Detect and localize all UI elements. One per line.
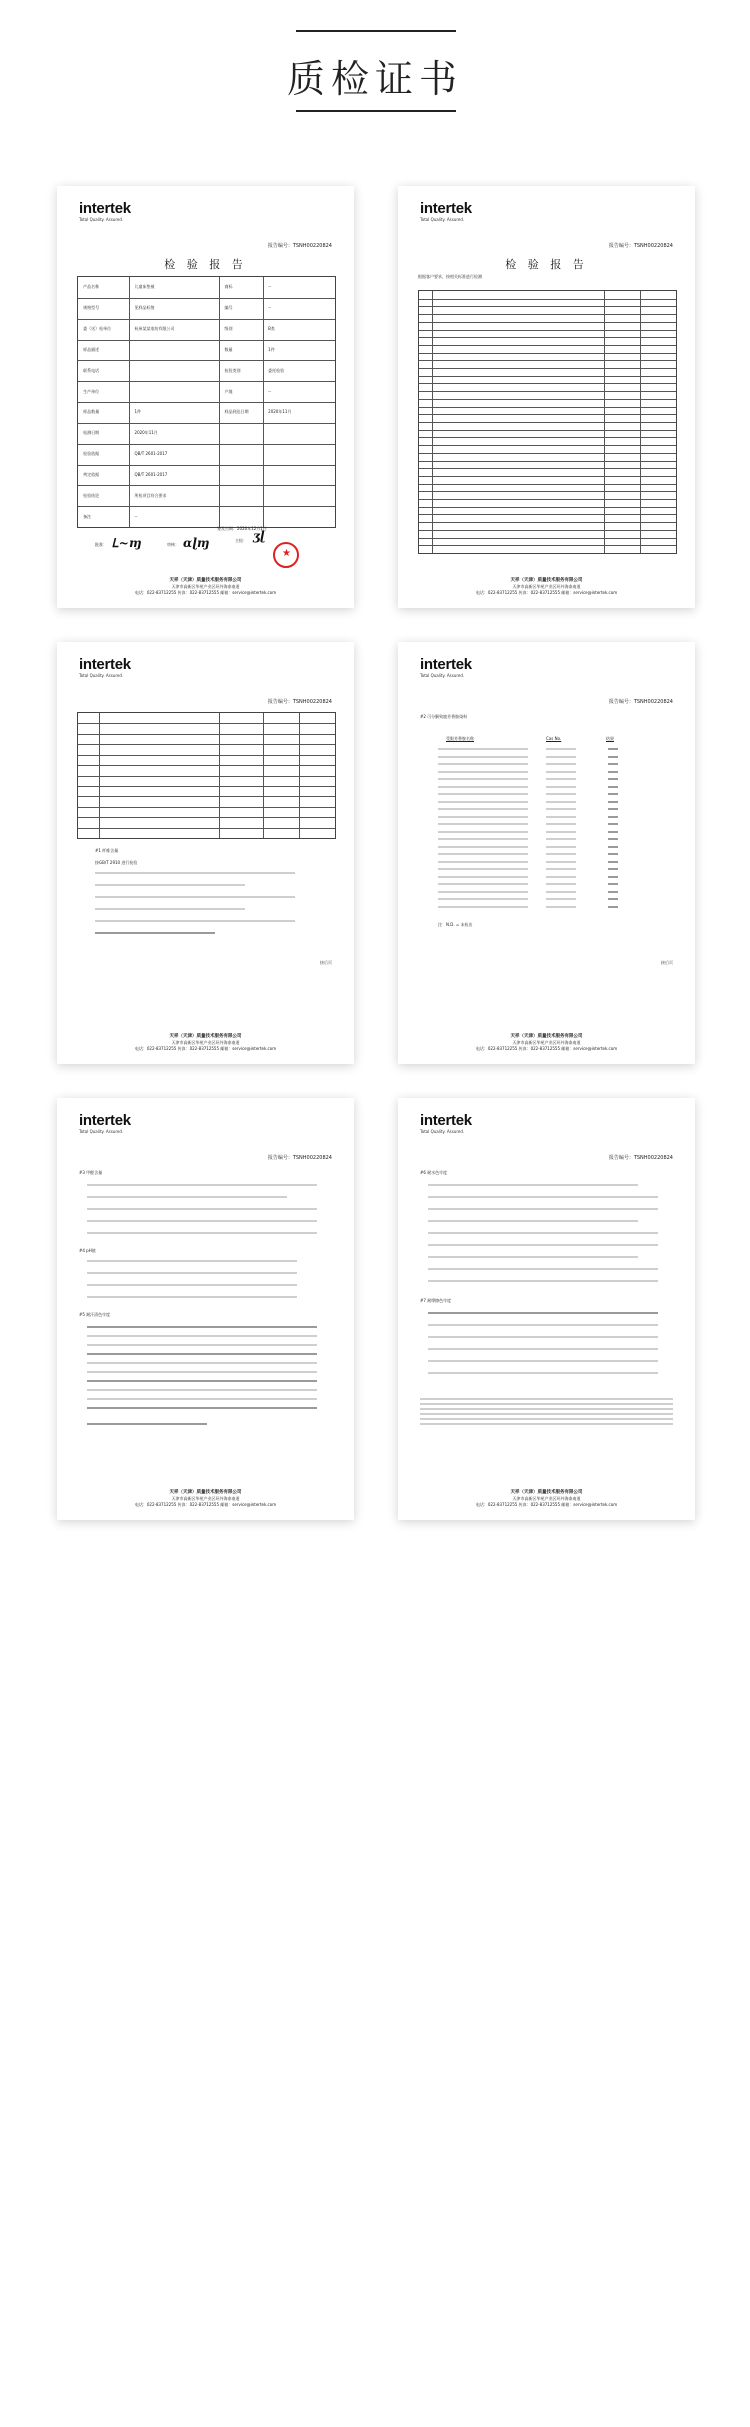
table-rule xyxy=(419,337,676,338)
report-info-table xyxy=(77,276,336,528)
table-rule xyxy=(419,453,676,454)
table-rule xyxy=(419,430,676,431)
text-line xyxy=(438,786,528,788)
text-line xyxy=(546,898,576,900)
report-footer: 天祥（天津）质量技术服务有限公司 天津市高新区华苑产业区环外海泰南道 电话：022-83712255 传真：022-83712555 邮箱：service@intertek.com xyxy=(475,578,618,595)
text-line xyxy=(428,1184,638,1186)
text-line xyxy=(608,898,618,900)
continued-label: 接后页 xyxy=(320,960,332,965)
field-cell: B类 xyxy=(268,326,275,332)
signature-approver: Ꮮ~ɱ xyxy=(112,536,142,550)
text-line xyxy=(608,823,618,825)
table-rule xyxy=(419,522,676,523)
table-rule xyxy=(78,828,335,829)
text-line xyxy=(546,861,576,863)
field-cell: QB/T 2601-2017 xyxy=(134,471,168,477)
text-line xyxy=(420,1403,673,1405)
text-line xyxy=(438,771,528,773)
text-line xyxy=(87,1335,317,1337)
certificate-page-6 xyxy=(398,1098,695,1520)
table-column-rule xyxy=(263,277,264,527)
table-rule xyxy=(419,376,676,377)
text-line xyxy=(438,853,528,855)
field-cell: 生产单位 xyxy=(83,388,100,394)
table-rule xyxy=(419,383,676,384)
text-line xyxy=(87,1407,317,1409)
table-rule xyxy=(419,299,676,300)
field-cell: 检测日期 xyxy=(83,430,100,436)
field-cell: 检验结论 xyxy=(83,492,100,498)
table-rule xyxy=(78,444,335,445)
field-cell: 级别 xyxy=(224,326,233,332)
intertek-logo: intertek xyxy=(420,1112,472,1129)
text-line xyxy=(438,898,528,900)
table-rule xyxy=(419,360,676,361)
intertek-logo: intertek xyxy=(79,656,131,673)
table-column-rule xyxy=(219,277,220,527)
section-heading-ph: #4 pH值 xyxy=(79,1248,96,1253)
text-line xyxy=(608,883,618,885)
report-number: 报告编号：TSNH00220824 xyxy=(267,1155,332,1161)
report-number: 报告编号：TSNH00220824 xyxy=(608,1155,673,1161)
text-line xyxy=(438,778,528,780)
field-cell: QB/T 2601-2017 xyxy=(134,451,168,457)
table-column-rule xyxy=(129,277,130,527)
text-line xyxy=(438,876,528,878)
text-line xyxy=(546,801,576,803)
text-line xyxy=(608,846,618,848)
text-line xyxy=(87,1260,297,1262)
table-rule xyxy=(419,484,676,485)
field-cell: 1件 xyxy=(134,409,142,415)
text-line xyxy=(87,1296,297,1298)
text-line xyxy=(420,1398,673,1400)
text-line xyxy=(608,801,618,803)
field-cell: 数量 xyxy=(224,346,233,352)
official-seal: ★ xyxy=(273,542,299,568)
table-rule xyxy=(419,461,676,462)
text-line xyxy=(95,896,295,898)
table-column-rule xyxy=(640,291,641,553)
table-rule xyxy=(78,817,335,818)
text-line xyxy=(438,861,528,863)
text-line xyxy=(87,1380,317,1382)
column-header-result: 结果 xyxy=(606,736,614,741)
field-cell: -- xyxy=(268,284,272,290)
text-line xyxy=(420,1418,673,1420)
text-line xyxy=(87,1184,317,1186)
table-rule xyxy=(419,530,676,531)
field-cell: 判定依据 xyxy=(83,471,100,477)
text-line xyxy=(95,884,245,886)
text-line xyxy=(546,906,576,908)
section-heading-formaldehyde: #3 甲醛含量 xyxy=(79,1170,103,1175)
table-rule xyxy=(419,491,676,492)
field-cell: 样品到达日期 xyxy=(224,409,249,415)
certificate-page-5 xyxy=(57,1098,354,1520)
text-line xyxy=(87,1326,317,1328)
text-line xyxy=(546,756,576,758)
test-results-table xyxy=(77,712,336,839)
table-rule xyxy=(419,330,676,331)
table-rule xyxy=(419,422,676,423)
text-line xyxy=(87,1398,317,1400)
table-column-rule xyxy=(219,713,220,838)
text-line xyxy=(608,838,618,840)
table-rule xyxy=(78,755,335,756)
text-line xyxy=(438,763,528,765)
report-footer: 天祥（天津）质量技术服务有限公司 天津市高新区华苑产业区环外海泰南道 电话：022-83712255 传真：022-83712555 邮箱：service@intertek.com xyxy=(475,1490,618,1507)
table-rule xyxy=(419,345,676,346)
table-rule xyxy=(78,734,335,735)
field-cell: 见样品标签 xyxy=(134,305,155,311)
table-rule xyxy=(78,298,335,299)
text-line xyxy=(608,816,618,818)
report-number: 报告编号：TSNH00220824 xyxy=(267,243,332,249)
title-bottom-rule xyxy=(296,110,456,112)
text-line xyxy=(438,868,528,870)
table-rule xyxy=(78,381,335,382)
intertek-logo: intertek xyxy=(79,1112,131,1129)
table-rule xyxy=(78,765,335,766)
text-line xyxy=(95,932,215,934)
certificate-page-3 xyxy=(57,642,354,1064)
table-rule xyxy=(78,423,335,424)
text-line xyxy=(608,771,618,773)
field-cell: 委（送）检单位 xyxy=(83,326,112,332)
field-cell: 商标 xyxy=(224,284,233,290)
section-method: 按GB/T 2910 进行检验 xyxy=(95,860,138,865)
field-cell: 样品数量 xyxy=(83,409,100,415)
text-line xyxy=(438,808,528,810)
field-cell: 检验类别 xyxy=(224,367,241,373)
brand-tagline: Total Quality. Assured. xyxy=(420,217,465,222)
signature-reviewer: ɑɭɱ xyxy=(183,536,210,550)
text-line xyxy=(87,1344,317,1346)
report-footer: 天祥（天津）质量技术服务有限公司 天津市高新区华苑产业区环外海泰南道 电话：022-83712255 传真：022-83712555 邮箱：service@intertek.com xyxy=(134,1490,277,1507)
signature-tester: ʒɭ xyxy=(253,529,265,543)
text-line xyxy=(428,1324,658,1326)
table-rule xyxy=(419,306,676,307)
table-rule xyxy=(419,314,676,315)
table-rule xyxy=(419,414,676,415)
table-column-rule xyxy=(99,713,100,838)
table-rule xyxy=(78,807,335,808)
field-cell: 2020年11月 xyxy=(134,430,158,436)
text-line xyxy=(428,1360,658,1362)
text-line xyxy=(608,876,618,878)
text-line xyxy=(420,1408,673,1410)
text-line xyxy=(87,1232,317,1234)
field-cell: 儿童床垫被 xyxy=(134,284,155,290)
report-number: 报告编号：TSNH00220824 xyxy=(267,699,332,705)
text-line xyxy=(428,1268,658,1270)
column-header-cas: Cas No. xyxy=(546,736,562,741)
signature-tester-label: 主检： xyxy=(235,538,247,543)
text-line xyxy=(428,1196,658,1198)
text-line xyxy=(428,1348,658,1350)
field-cell: 检验依据 xyxy=(83,451,100,457)
text-line xyxy=(428,1336,658,1338)
certificate-page-1 xyxy=(57,186,354,608)
table-rule xyxy=(78,506,335,507)
brand-tagline: Total Quality. Assured. xyxy=(420,1129,465,1134)
text-line xyxy=(87,1423,207,1425)
table-rule xyxy=(419,514,676,515)
table-rule xyxy=(419,391,676,392)
text-line xyxy=(546,868,576,870)
text-line xyxy=(608,891,618,893)
column-header-amine: 受限芳香胺名称 xyxy=(446,736,474,741)
table-rule xyxy=(419,545,676,546)
text-line xyxy=(546,853,576,855)
table-rule xyxy=(78,485,335,486)
table-rule xyxy=(78,319,335,320)
table-rule xyxy=(78,796,335,797)
field-cell: -- xyxy=(268,305,272,311)
table-rule xyxy=(78,723,335,724)
continued-label: 接后页 xyxy=(661,960,673,965)
text-line xyxy=(438,838,528,840)
field-cell: 规格型号 xyxy=(83,305,100,311)
field-cell: 样品描述 xyxy=(83,346,100,352)
field-cell: 备注 xyxy=(83,513,92,519)
text-line xyxy=(87,1196,287,1198)
text-line xyxy=(546,763,576,765)
text-line xyxy=(546,771,576,773)
text-line xyxy=(438,823,528,825)
text-line xyxy=(87,1284,297,1286)
field-cell: 1件 xyxy=(268,346,275,352)
text-line xyxy=(87,1353,317,1355)
text-line xyxy=(438,883,528,885)
table-rule xyxy=(419,407,676,408)
text-line xyxy=(546,831,576,833)
text-line xyxy=(546,808,576,810)
table-column-rule xyxy=(299,713,300,838)
signature-approver-label: 批准： xyxy=(95,542,107,547)
brand-tagline: Total Quality. Assured. xyxy=(79,217,124,222)
test-items-table xyxy=(418,290,677,554)
table-rule xyxy=(78,402,335,403)
table-rule xyxy=(78,744,335,745)
field-cell: 2020年11月 xyxy=(268,409,292,415)
field-cell: 编号 xyxy=(224,305,233,311)
table-rule xyxy=(78,786,335,787)
table-rule xyxy=(78,465,335,466)
text-line xyxy=(608,861,618,863)
text-line xyxy=(95,920,295,922)
field-cell: 所检项目符合要求 xyxy=(134,492,167,498)
table-rule xyxy=(419,353,676,354)
section-heading-perspiration: #5 耐汗渍色牢度 xyxy=(79,1312,111,1317)
text-line xyxy=(608,793,618,795)
text-line xyxy=(438,801,528,803)
field-cell: 产地 xyxy=(224,388,233,394)
text-line xyxy=(428,1256,638,1258)
text-line xyxy=(95,908,245,910)
text-line xyxy=(428,1280,658,1282)
table-rule xyxy=(419,499,676,500)
field-cell: -- xyxy=(268,388,272,394)
intertek-logo: intertek xyxy=(420,200,472,217)
signature-reviewer-label: 审核： xyxy=(167,542,179,547)
table-rule xyxy=(419,538,676,539)
field-cell: 联系电话 xyxy=(83,367,100,373)
field-cell: 产品名称 xyxy=(83,284,100,290)
text-line xyxy=(420,1423,673,1425)
text-line xyxy=(428,1312,658,1314)
table-column-rule xyxy=(604,291,605,553)
text-line xyxy=(87,1220,317,1222)
text-line xyxy=(87,1272,297,1274)
text-line xyxy=(546,876,576,878)
table-rule xyxy=(419,507,676,508)
page-title: 质检证书 xyxy=(286,57,463,101)
text-line xyxy=(87,1208,317,1210)
text-line xyxy=(546,823,576,825)
text-line xyxy=(95,872,295,874)
text-line xyxy=(608,853,618,855)
table-rule xyxy=(78,360,335,361)
text-line xyxy=(608,786,618,788)
intertek-logo: intertek xyxy=(420,656,472,673)
text-line xyxy=(438,891,528,893)
text-line xyxy=(438,816,528,818)
text-line xyxy=(546,838,576,840)
text-line xyxy=(608,756,618,758)
certificate-page-4 xyxy=(398,642,695,1064)
page-header xyxy=(0,0,750,150)
text-line xyxy=(428,1372,658,1374)
text-line xyxy=(546,891,576,893)
text-line xyxy=(87,1389,317,1391)
intertek-logo: intertek xyxy=(79,200,131,217)
field-cell: -- xyxy=(134,513,138,519)
text-line xyxy=(428,1232,658,1234)
text-line xyxy=(438,756,528,758)
brand-tagline: Total Quality. Assured. xyxy=(79,673,124,678)
table-rule xyxy=(419,322,676,323)
text-line xyxy=(428,1220,638,1222)
text-line xyxy=(87,1371,317,1373)
certificate-page-2 xyxy=(398,186,695,608)
report-number: 报告编号：TSNH00220824 xyxy=(608,699,673,705)
text-line xyxy=(546,786,576,788)
text-line xyxy=(608,906,618,908)
text-line xyxy=(608,808,618,810)
table-rule xyxy=(419,476,676,477)
brand-tagline: Total Quality. Assured. xyxy=(79,1129,124,1134)
text-line xyxy=(428,1244,658,1246)
text-line xyxy=(438,831,528,833)
text-line xyxy=(608,831,618,833)
table-rule xyxy=(419,445,676,446)
table-column-rule xyxy=(432,291,433,553)
report-footer: 天祥（天津）质量技术服务有限公司 天津市高新区华苑产业区环外海泰南道 电话：022-83712255 传真：022-83712555 邮箱：service@intertek.com xyxy=(475,1034,618,1051)
footnote: 注：N.D. = 未检出 xyxy=(438,922,473,927)
text-line xyxy=(438,793,528,795)
text-line xyxy=(438,748,528,750)
text-line xyxy=(428,1208,658,1210)
report-number: 报告编号：TSNH00220824 xyxy=(608,243,673,249)
text-line xyxy=(546,846,576,848)
field-cell: 委托检验 xyxy=(268,367,285,373)
report-footer: 天祥（天津）质量技术服务有限公司 天津市高新区华苑产业区环外海泰南道 电话：022-83712255 传真：022-83712555 邮箱：service@intertek.com xyxy=(134,1034,277,1051)
text-line xyxy=(438,906,528,908)
text-line xyxy=(608,748,618,750)
text-line xyxy=(608,868,618,870)
text-line xyxy=(546,778,576,780)
report-title: 检 验 报 告 xyxy=(164,258,247,271)
section-heading: #2 可分解致癌芳香胺染料 xyxy=(420,714,468,719)
text-line xyxy=(608,778,618,780)
text-line xyxy=(546,793,576,795)
text-line xyxy=(87,1362,317,1364)
section-heading-water: #6 耐水色牢度 xyxy=(420,1170,448,1175)
title-top-rule xyxy=(296,30,456,32)
table-rule xyxy=(78,776,335,777)
text-line xyxy=(546,883,576,885)
text-line xyxy=(420,1413,673,1415)
section-heading: #1 纤维含量 xyxy=(95,848,119,853)
section-heading-rubbing: #7 耐摩擦色牢度 xyxy=(420,1298,452,1303)
table-rule xyxy=(419,468,676,469)
table-rule xyxy=(419,437,676,438)
field-cell: 杭州某某家纺有限公司 xyxy=(134,326,175,332)
brand-tagline: Total Quality. Assured. xyxy=(420,673,465,678)
issue-date: 签发日期：2020年12月1日 xyxy=(217,526,267,531)
report-footer: 天祥（天津）质量技术服务有限公司 天津市高新区华苑产业区环外海泰南道 电话：022-83712255 传真：022-83712555 邮箱：service@intertek.com xyxy=(134,578,277,595)
table-column-rule xyxy=(263,713,264,838)
text-line xyxy=(546,748,576,750)
report-title: 检 验 报 告 xyxy=(505,258,588,271)
table-rule xyxy=(78,340,335,341)
text-line xyxy=(438,846,528,848)
text-line xyxy=(546,816,576,818)
report-intro: 根据客户要求，按相关标准进行检测 xyxy=(418,274,482,279)
table-rule xyxy=(419,399,676,400)
table-rule xyxy=(419,368,676,369)
text-line xyxy=(608,763,618,765)
